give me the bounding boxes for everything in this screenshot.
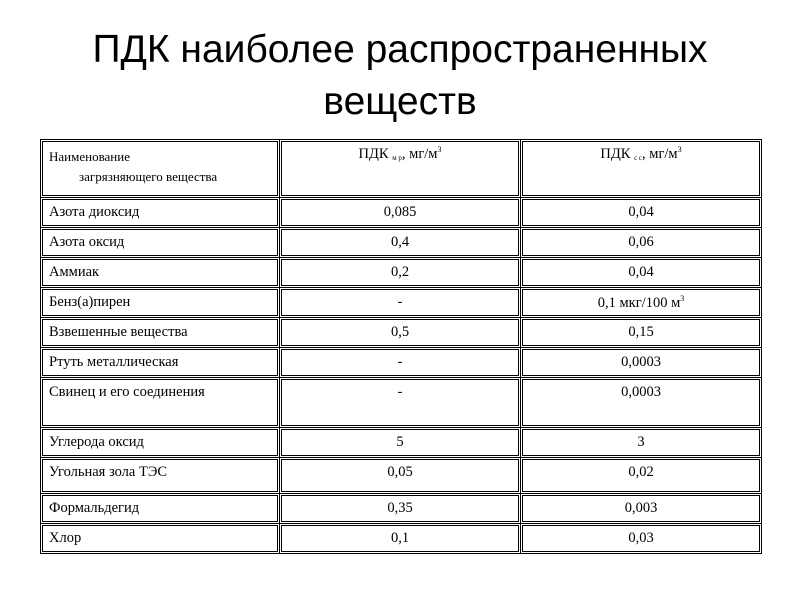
table-row bbox=[41, 348, 762, 378]
table-row bbox=[41, 524, 762, 554]
table-row bbox=[41, 198, 762, 228]
pdk-mr-cell: - bbox=[281, 349, 519, 376]
pdk-table bbox=[40, 139, 762, 554]
pdk-ss-cell: 0,1 мкг/100 $м^3$ bbox=[522, 289, 760, 316]
substance-name-cell: Свинец и его соединения bbox=[42, 379, 278, 426]
substance-name-cell: Формальдегид bbox=[42, 495, 278, 522]
substance-name-cell: Азота диоксид bbox=[42, 199, 278, 226]
pdk-mr-cell: 0,05 bbox=[281, 459, 519, 492]
pdk-mr-cell: 0,35 bbox=[281, 495, 519, 522]
pdk-ss-cell: 0,04 bbox=[522, 199, 760, 226]
pdk-ss-cell: 3 bbox=[522, 429, 760, 456]
slide-title-line1: ПДК наиболее распространенных bbox=[92, 28, 708, 71]
pdk-mr-cell: - bbox=[281, 379, 519, 426]
table-row bbox=[41, 458, 762, 494]
pdk-mr-cell: 0,085 bbox=[281, 199, 519, 226]
pdk-ss-cell: 0,15 bbox=[522, 319, 760, 346]
pdk-ss-cell: 0,0003 bbox=[522, 379, 760, 426]
slide-title bbox=[0, 24, 800, 128]
pdk-mr-cell: 5 bbox=[281, 429, 519, 456]
substance-name-cell: Ртуть металлическая bbox=[42, 349, 278, 376]
slide-title-line2: веществ bbox=[323, 80, 477, 123]
substance-name-cell: Углерода оксид bbox=[42, 429, 278, 456]
pdk-ss-cell: 0,06 bbox=[522, 229, 760, 256]
table-row bbox=[41, 428, 762, 458]
table-row bbox=[41, 228, 762, 258]
substance-name-cell: Взвешенные вещества bbox=[42, 319, 278, 346]
substance-name-cell: Аммиак bbox=[42, 259, 278, 286]
pdk-mr-cell: - bbox=[281, 289, 519, 316]
table-row bbox=[41, 494, 762, 524]
pdk-mr-cell: 0,5 bbox=[281, 319, 519, 346]
pdk-ss-cell: 0,04 bbox=[522, 259, 760, 286]
pdk-ss-cell: 0,0003 bbox=[522, 349, 760, 376]
table-row bbox=[41, 378, 762, 428]
substance-name-cell: Угольная зола ТЭС bbox=[42, 459, 278, 492]
pdk-mr-cell: 0,1 bbox=[281, 525, 519, 552]
header-pdk-ss: ПДК $_{с с}$, $мг/м^3$ bbox=[522, 141, 760, 196]
header-substance-name: Наименование загрязняющего вещества bbox=[42, 141, 278, 196]
table-row bbox=[41, 318, 762, 348]
header-pdk-mr: ПДК $_{м р}$, $мг/м^3$ bbox=[281, 141, 519, 196]
substance-name-cell: Азота оксид bbox=[42, 229, 278, 256]
table-header-row bbox=[41, 140, 762, 198]
pdk-ss-cell: 0,02 bbox=[522, 459, 760, 492]
pdk-ss-cell: 0,003 bbox=[522, 495, 760, 522]
substance-name-cell: Бенз(а)пирен bbox=[42, 289, 278, 316]
pdk-mr-cell: 0,4 bbox=[281, 229, 519, 256]
pdk-mr-cell: 0,2 bbox=[281, 259, 519, 286]
table-row bbox=[41, 288, 762, 318]
substance-name-cell: Хлор bbox=[42, 525, 278, 552]
table-row bbox=[41, 258, 762, 288]
pdk-ss-cell: 0,03 bbox=[522, 525, 760, 552]
